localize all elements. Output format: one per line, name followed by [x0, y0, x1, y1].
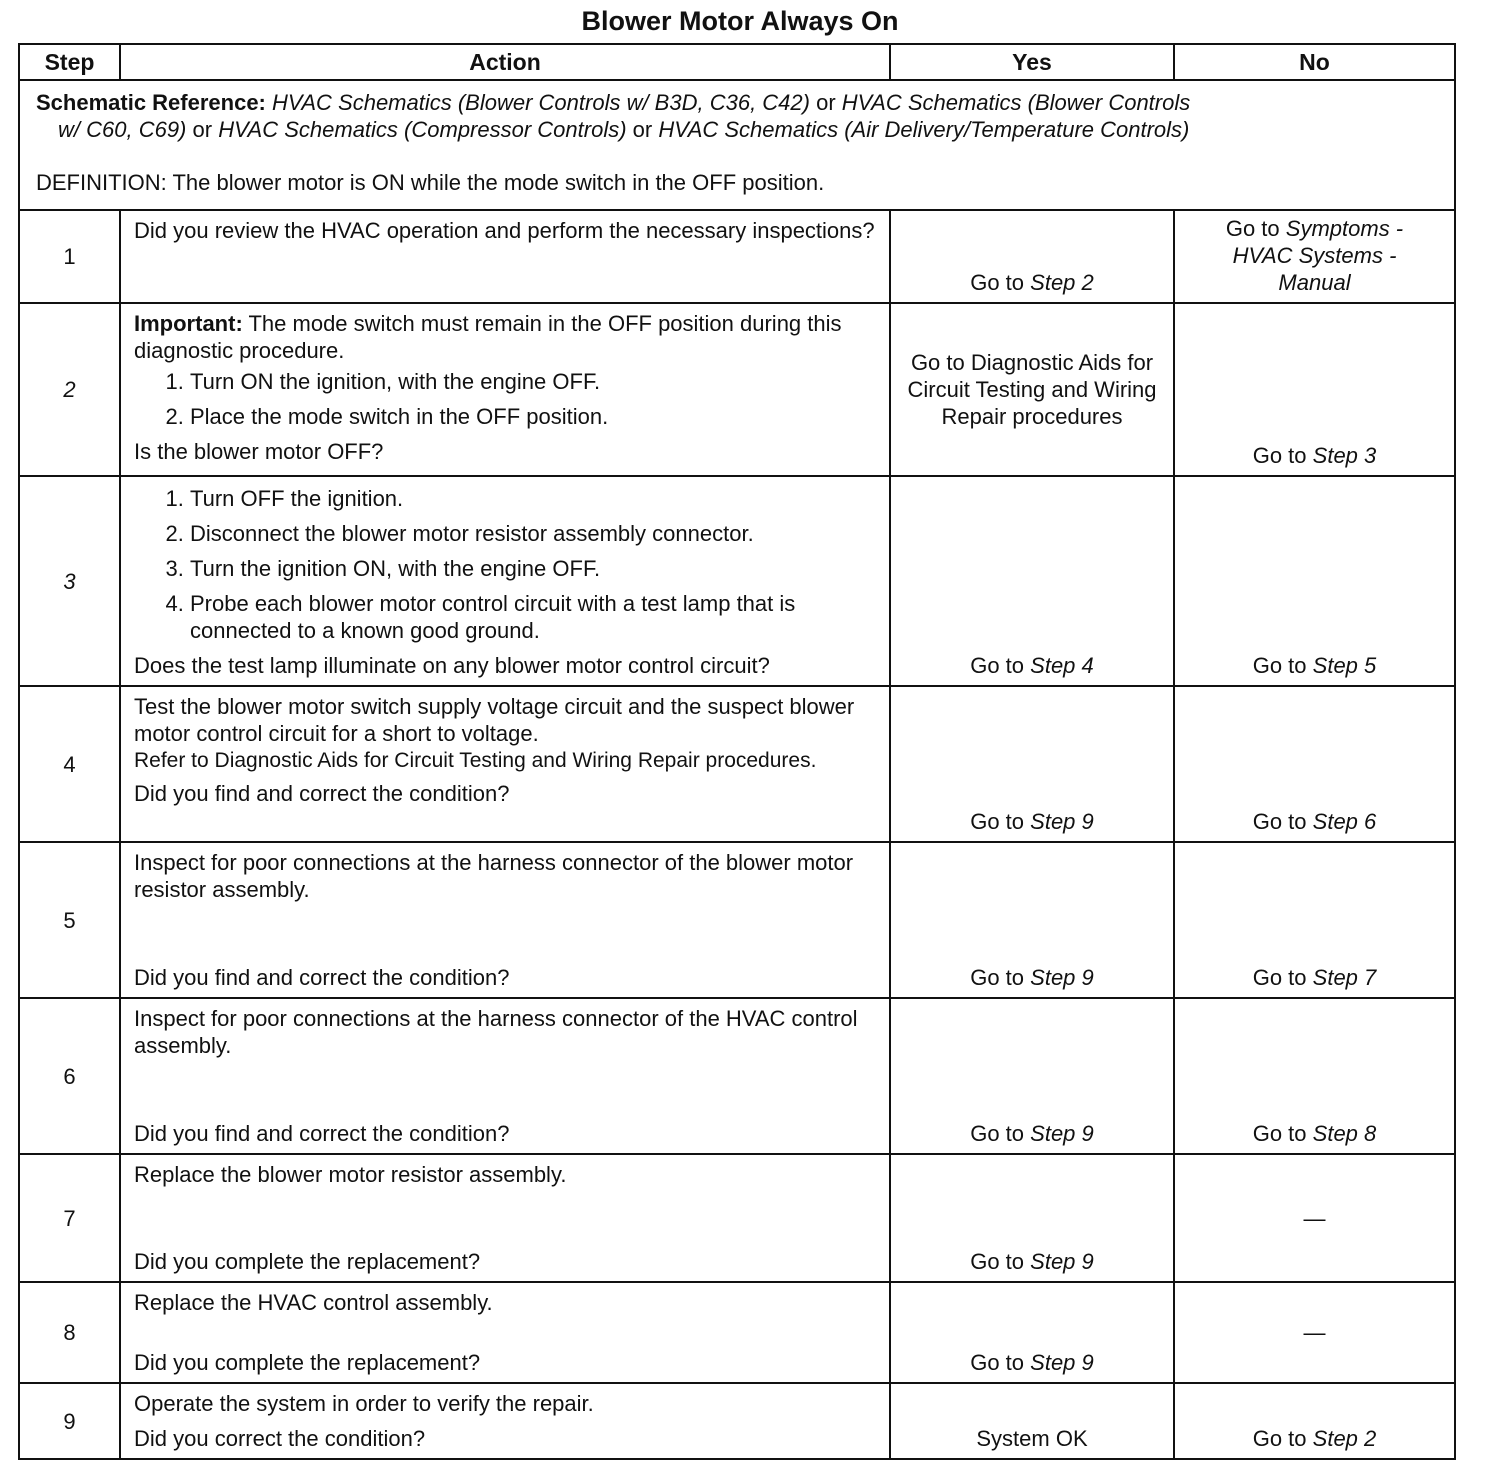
reference-or-3: or [632, 117, 653, 142]
reference-or-1: or [816, 90, 836, 115]
yes-link[interactable]: Step 9 [1030, 1121, 1094, 1146]
no-link[interactable]: Step 3 [1312, 443, 1377, 468]
diagnostic-table [18, 43, 1456, 1460]
yes-prefix: Go to [970, 1121, 1025, 1146]
no-cell [1174, 303, 1455, 476]
step-number: 7 [19, 1154, 120, 1282]
yes-prefix: Go to [970, 270, 1025, 295]
reference-link-2b[interactable]: w/ C60, C69) [58, 117, 187, 142]
no-prefix: Go to [1252, 809, 1307, 834]
yes-cell [890, 1383, 1174, 1459]
table-row [19, 842, 1455, 998]
yes-prefix: Go to [970, 1350, 1025, 1375]
list-item: 1. Turn ON the ignition, with the engine OFF. [190, 368, 877, 395]
no-link[interactable]: Step 7 [1312, 965, 1377, 990]
no-link[interactable]: HVAC Systems - [1232, 243, 1397, 268]
action-cell [120, 1383, 890, 1459]
step-number: 6 [19, 998, 120, 1154]
yes-cell [890, 842, 1174, 998]
yes-cell [890, 210, 1174, 303]
action-cell [120, 210, 890, 303]
yes-link[interactable]: Step 9 [1030, 1249, 1094, 1274]
no-cell [1174, 476, 1455, 686]
reference-label: Schematic Reference: [36, 90, 266, 115]
list-item: 2. Disconnect the blower motor resistor assembly connector. [190, 520, 877, 547]
no-cell [1174, 1154, 1455, 1282]
action-text: Test the blower motor switch supply voltage circuit and the suspect blower motor control circuit for a short to voltage. [134, 694, 855, 746]
important-text: The mode switch must remain in the OFF position during this diagnostic procedure. [134, 311, 842, 363]
no-link[interactable]: Step 5 [1312, 653, 1377, 678]
action-text: Did you review the HVAC operation and perform the necessary inspections? [134, 218, 875, 243]
list-item: 4. Probe each blower motor control circuit with a test lamp that is connected to a known good ground. [190, 590, 877, 644]
action-cell [120, 303, 890, 476]
reference-link-1[interactable]: HVAC Schematics (Blower Controls w/ B3D, C36, C42) [272, 90, 810, 115]
no-prefix: Go to [1225, 216, 1280, 241]
action-cell [120, 842, 890, 998]
no-prefix: Go to [1252, 965, 1307, 990]
action-question: Is the blower motor OFF? [134, 439, 384, 464]
no-prefix: Go to [1252, 1121, 1307, 1146]
yes-link[interactable]: Step 4 [1030, 653, 1094, 678]
yes-prefix: Go to [970, 1249, 1025, 1274]
action-cell [120, 686, 890, 842]
table-row [19, 303, 1455, 476]
reference-link-3[interactable]: HVAC Schematics (Compressor Controls) [218, 117, 627, 142]
action-text: Inspect for poor connections at the harness connector of the blower motor resistor assembly. [134, 850, 854, 902]
no-prefix: Go to [1252, 653, 1307, 678]
yes-link[interactable]: Step 9 [1030, 965, 1094, 990]
definition-text: DEFINITION: The blower motor is ON while the mode switch in the OFF position. [36, 170, 825, 195]
action-question: Does the test lamp illuminate on any blower motor control circuit? [134, 653, 770, 678]
no-link[interactable]: Manual [1278, 270, 1351, 295]
schematic-reference-row [19, 80, 1455, 210]
step-number: 3 [19, 476, 120, 686]
table-row [19, 210, 1455, 303]
no-cell [1174, 1383, 1455, 1459]
action-text: Replace the blower motor resistor assembly. [134, 1162, 567, 1187]
yes-prefix: Go to [970, 809, 1025, 834]
no-cell [1174, 686, 1455, 842]
action-cell [120, 1282, 890, 1383]
yes-link[interactable]: Step 9 [1030, 809, 1094, 834]
table-row [19, 1154, 1455, 1282]
action-question: Did you find and correct the condition? [134, 781, 510, 806]
reference-link-2a[interactable]: HVAC Schematics (Blower Controls [841, 90, 1191, 115]
reference-link-4[interactable]: HVAC Schematics (Air Delivery/Temperature Controls) [658, 117, 1190, 142]
no-dash: — [1303, 1320, 1326, 1345]
header-yes: Yes [890, 44, 1174, 80]
yes-cell [890, 998, 1174, 1154]
yes-prefix: Go to [970, 965, 1025, 990]
action-question: Did you find and correct the condition? [134, 1121, 510, 1146]
schematic-reference [19, 80, 1455, 210]
action-text: Operate the system in order to verify the repair. [134, 1391, 594, 1416]
action-text: Replace the HVAC control assembly. [134, 1290, 493, 1315]
yes-prefix: Go to [970, 653, 1025, 678]
table-row [19, 686, 1455, 842]
action-question: Did you find and correct the condition? [134, 965, 510, 990]
action-cell [120, 1154, 890, 1282]
important-label: Important: [134, 311, 243, 336]
no-prefix: Go to [1252, 1426, 1307, 1451]
action-text: Inspect for poor connections at the harness connector of the HVAC control assembly. [134, 1006, 858, 1058]
list-item: 3. Turn the ignition ON, with the engine OFF. [190, 555, 877, 582]
step-number: 8 [19, 1282, 120, 1383]
no-prefix: Go to [1252, 443, 1307, 468]
step-number: 1 [19, 210, 120, 303]
yes-text: Go to Diagnostic Aids for Circuit Testing and Wiring Repair procedures [907, 350, 1157, 429]
header-action: Action [120, 44, 890, 80]
no-link[interactable]: Symptoms - [1285, 216, 1404, 241]
action-cell [120, 998, 890, 1154]
yes-cell [890, 476, 1174, 686]
yes-cell [890, 303, 1174, 476]
no-cell [1174, 842, 1455, 998]
yes-cell [890, 1282, 1174, 1383]
header-row [19, 44, 1455, 80]
header-no: No [1174, 44, 1455, 80]
table-row [19, 998, 1455, 1154]
no-link[interactable]: Step 2 [1312, 1426, 1377, 1451]
step-number: 4 [19, 686, 120, 842]
yes-text: System OK [976, 1426, 1088, 1451]
header-step: Step [19, 44, 120, 80]
table-row [19, 476, 1455, 686]
action-question: Did you complete the replacement? [134, 1249, 481, 1274]
yes-cell [890, 686, 1174, 842]
reference-or-2: or [192, 117, 213, 142]
action-cell [120, 476, 890, 686]
no-cell [1174, 1282, 1455, 1383]
step-number: 2 [19, 303, 120, 476]
action-question: Did you complete the replacement? [134, 1350, 481, 1375]
no-link[interactable]: Step 6 [1312, 809, 1377, 834]
step-number: 9 [19, 1383, 120, 1459]
table-row [19, 1383, 1455, 1459]
table-row [19, 1282, 1455, 1383]
yes-link[interactable]: Step 2 [1030, 270, 1094, 295]
no-dash: — [1303, 1205, 1326, 1231]
no-cell [1174, 998, 1455, 1154]
list-item: 2. Place the mode switch in the OFF position. [190, 403, 877, 430]
yes-link[interactable]: Step 9 [1030, 1350, 1094, 1375]
list-item: 1. Turn OFF the ignition. [190, 485, 877, 512]
no-cell [1174, 210, 1455, 303]
no-link[interactable]: Step 8 [1312, 1121, 1377, 1146]
action-reference-text: Refer to Diagnostic Aids for Circuit Testing and Wiring Repair procedures. [134, 749, 817, 772]
yes-cell [890, 1154, 1174, 1282]
document-title: Blower Motor Always On [581, 6, 899, 36]
action-question: Did you correct the condition? [134, 1426, 426, 1451]
procedure-list [134, 368, 877, 430]
step-number: 5 [19, 842, 120, 998]
procedure-list [134, 485, 877, 644]
